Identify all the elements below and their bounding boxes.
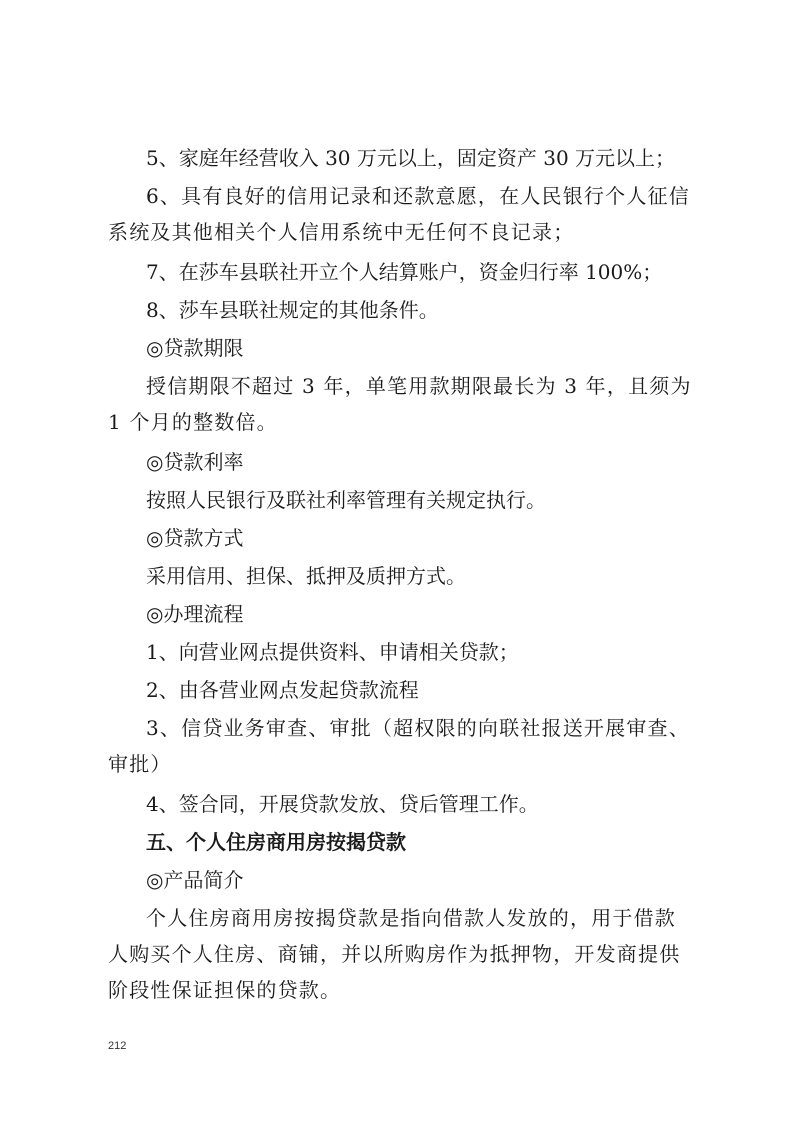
paragraph-process-2: 2、由各营业网点发起贷款流程 bbox=[146, 678, 419, 702]
paragraph-criteria-8: 8、莎车县联社规定的其他条件。 bbox=[146, 298, 439, 322]
page-number: 212 bbox=[108, 1040, 127, 1052]
paragraph-process-1: 1、向营业网点提供资料、申请相关贷款； bbox=[146, 640, 519, 664]
section-heading-process: ◎办理流程 bbox=[146, 602, 244, 626]
paragraph-process-3: 3、信贷业务审查、审批（超权限的向联社报送开展审查、审批） bbox=[108, 716, 690, 776]
paragraph-product-intro: 个人住房商用房按揭贷款是指向借款人发放的，用于借款人购买个人住房、商铺，并以所购房作为抵押物，开发商提供阶段性保证担保的贷款。 bbox=[108, 906, 681, 1002]
section-heading-loan-method: ◎贷款方式 bbox=[146, 526, 244, 550]
paragraph-interest-rate: 按照人民银行及联社利率管理有关规定执行。 bbox=[146, 488, 546, 512]
paragraph-loan-term: 授信期限不超过 3 年，单笔用款期限最长为 3 年，且须为 1 个月的整数倍。 bbox=[108, 374, 692, 434]
paragraph-criteria-6: 6、具有良好的信用记录和还款意愿，在人民银行个人征信系统及其他相关个人信用系统中无任何不良记录； bbox=[108, 184, 690, 244]
section-heading-interest-rate: ◎贷款利率 bbox=[146, 450, 244, 474]
section-heading-product-intro: ◎产品简介 bbox=[146, 868, 244, 892]
paragraph-loan-method: 采用信用、担保、抵押及质押方式。 bbox=[146, 564, 466, 588]
chapter-heading-mortgage-loan: 五、个人住房商用房按揭贷款 bbox=[146, 830, 406, 854]
paragraph-process-4: 4、签合同，开展贷款发放、贷后管理工作。 bbox=[146, 792, 539, 816]
section-heading-loan-term: ◎贷款期限 bbox=[146, 336, 244, 360]
paragraph-criteria-7: 7、在莎车县联社开立个人结算账户，资金归行率 100%； bbox=[146, 260, 663, 284]
paragraph-criteria-5: 5、家庭年经营收入 30 万元以上，固定资产 30 万元以上； bbox=[146, 146, 676, 170]
